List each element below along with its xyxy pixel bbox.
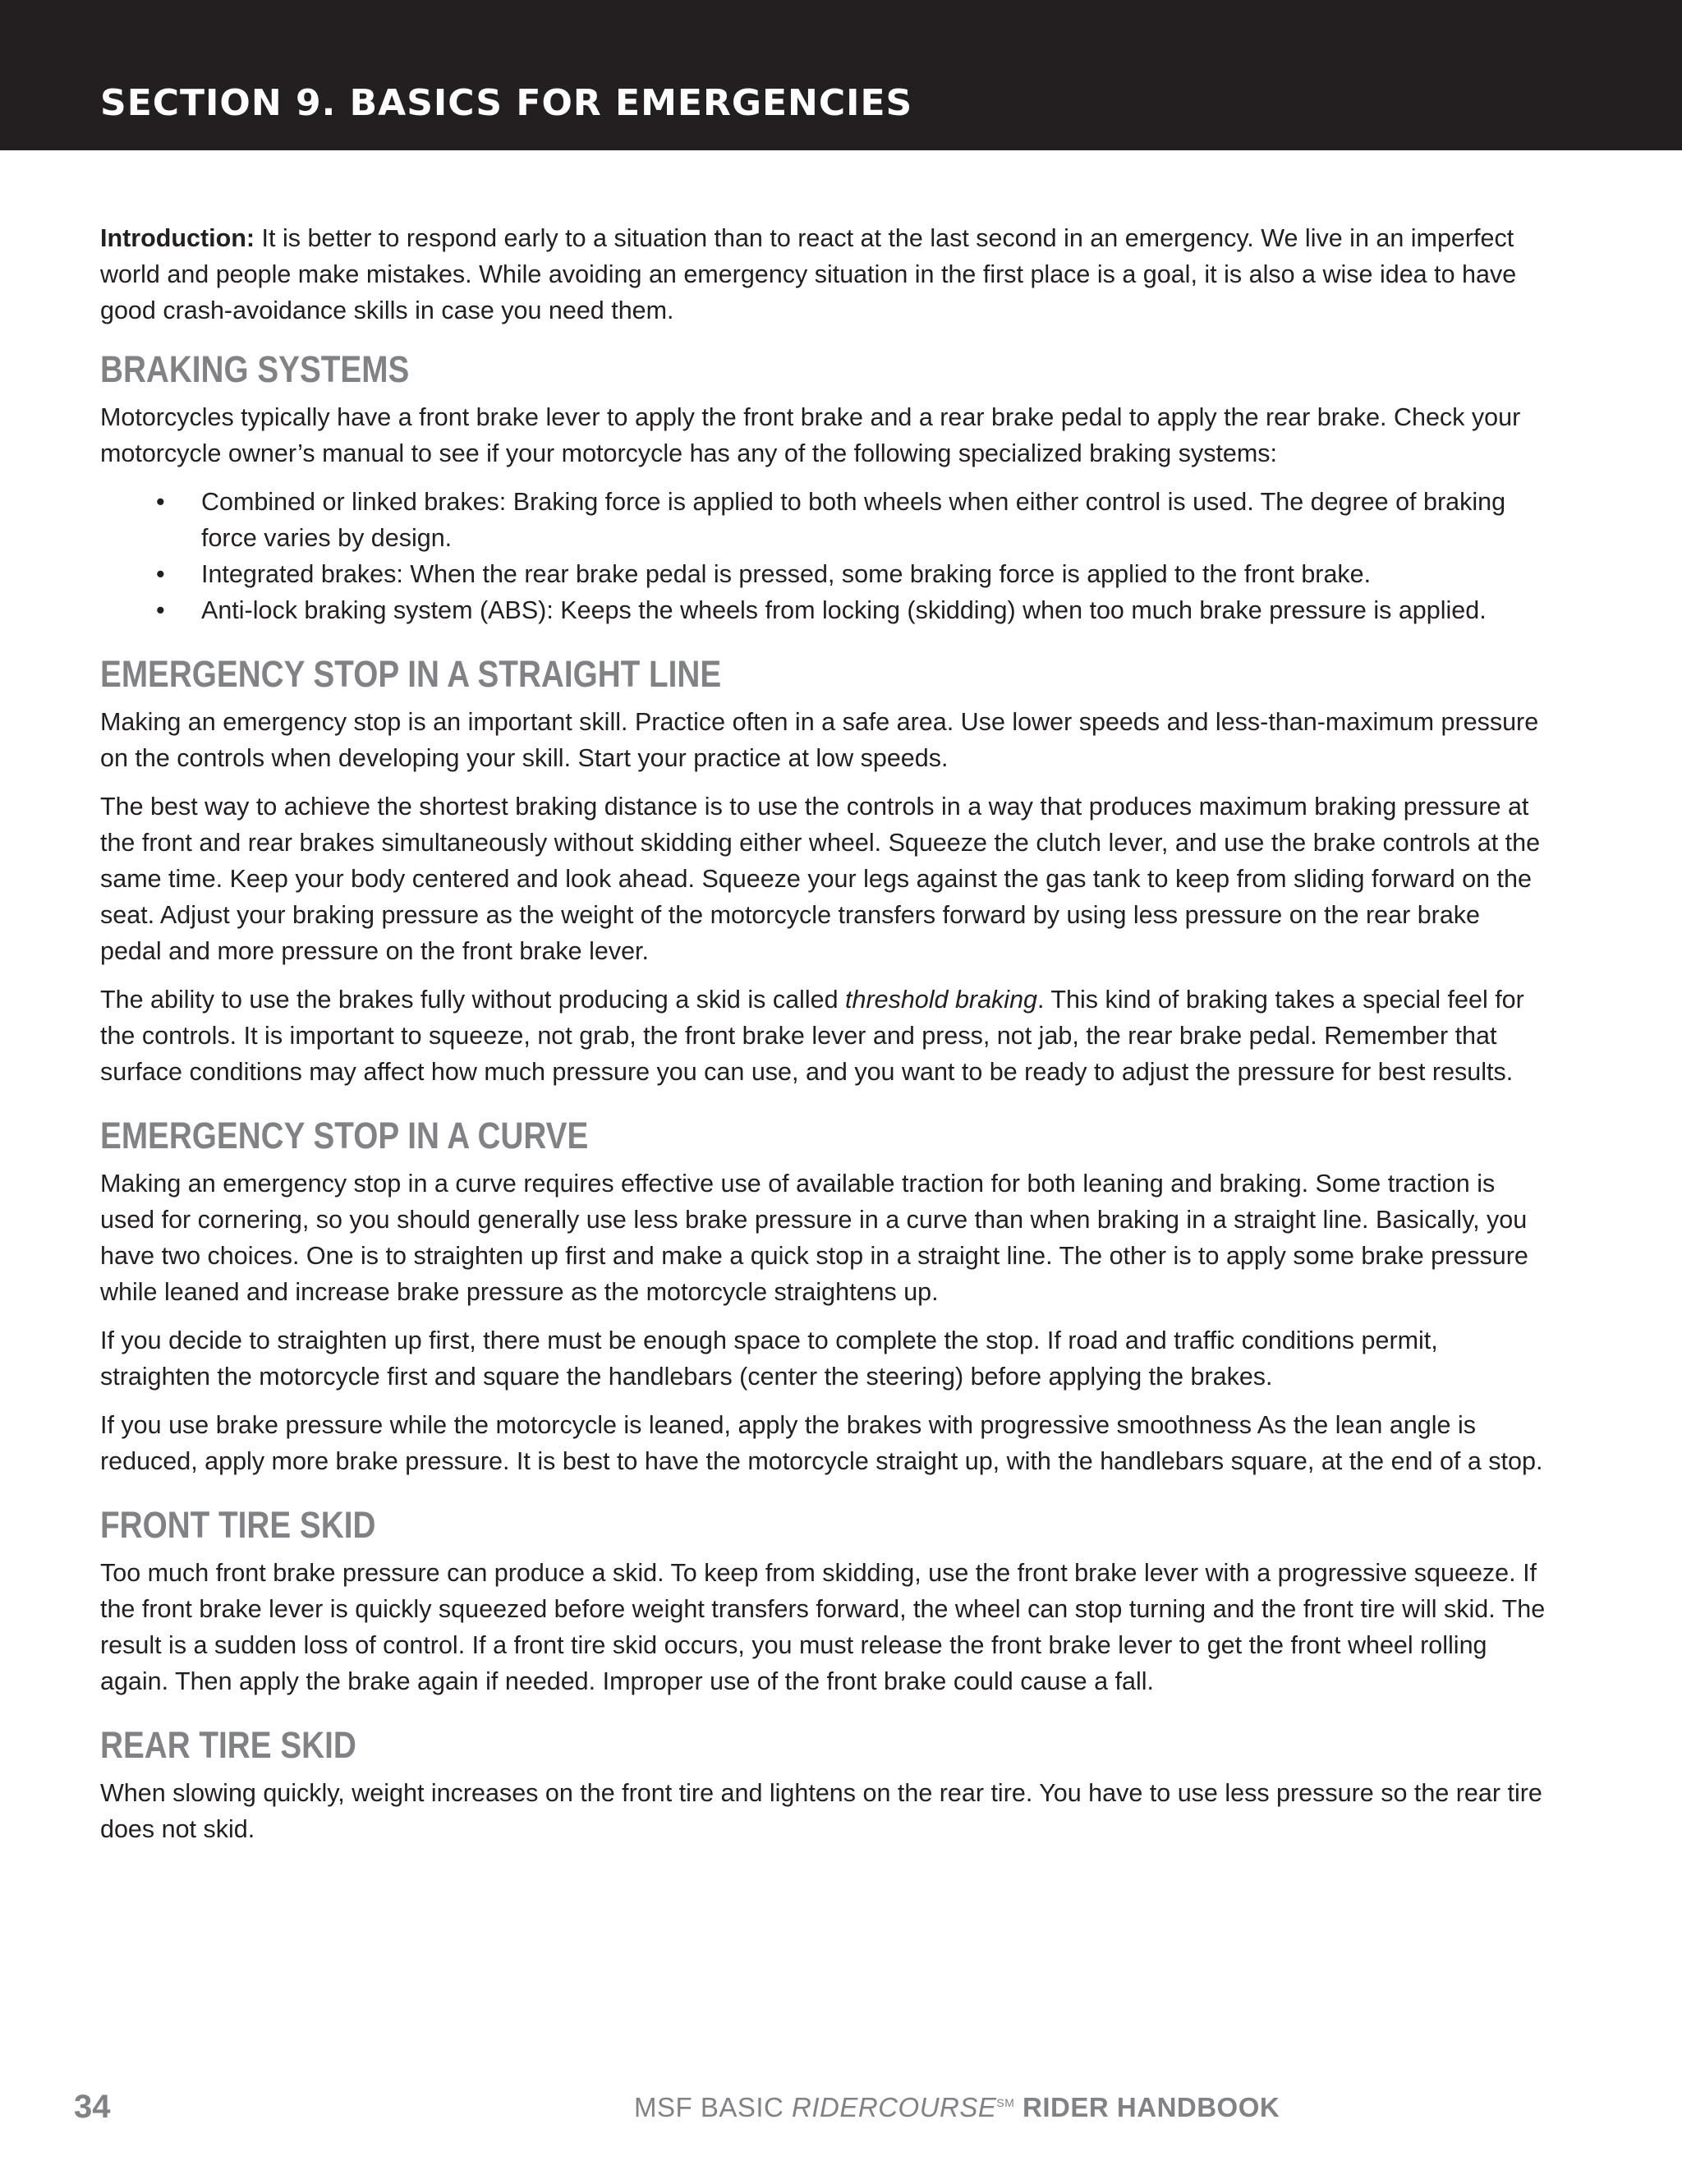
curve-paragraph-3: If you use brake pressure while the motorcycle is leaned, apply the brakes with progressive smoothness As the lean angle is reduced, apply more brake pressure. It is best to have the motorcycle straight up, with the handlebars square, at the end of a stop.: [100, 1411, 1543, 1475]
service-mark: SM: [996, 2096, 1015, 2109]
page-number: 34: [74, 2089, 111, 2125]
bullet-icon: •: [156, 596, 165, 624]
heading-curve: EMERGENCY STOP IN A CURVE: [100, 1115, 589, 1156]
section-header-bar: [0, 0, 1682, 150]
straight-line-paragraph-1: Making an emergency stop is an important skill. Practice often in a safe area. Use lower speeds and less-than-maximum pressure on the controls when developing your skill. Start your practice at low speeds.: [100, 708, 1539, 772]
threshold-braking-term: threshold braking: [845, 986, 1037, 1014]
heading-braking-systems: BRAKING SYSTEMS: [100, 348, 410, 390]
heading-rear-tire-skid: REAR TIRE SKID: [100, 1724, 356, 1766]
list-item: • Combined or linked brakes: Braking force is applied to both wheels when either control is used. The degree of braking force varies by design.: [100, 484, 1546, 556]
page-content: [100, 220, 1546, 1860]
bullet-icon: •: [156, 488, 165, 516]
section-title: SECTION 9. BASICS FOR EMERGENCIES: [100, 82, 913, 124]
curve-paragraph-2: If you decide to straighten up first, there must be enough space to complete the stop. If road and traffic conditions permit, straighten the motorcycle first and square the handlebars (center the steering) before applying the brakes.: [100, 1326, 1438, 1391]
intro-label: Introduction:: [100, 224, 255, 252]
front-tire-skid-paragraph: Too much front brake pressure can produce a skid. To keep from skidding, use the front brake lever with a progressive squeeze. If the front brake lever is quickly squeezed before weight transfers forward, the wheel can stop turning and the front tire will skid. The result is a sudden loss of control. If a front tire skid occurs, you must release the front brake lever to get the front wheel rolling again. Then apply the brake again if needed. Improper use of the front brake could cause a fall.: [100, 1559, 1546, 1695]
straight-line-paragraph-2: The best way to achieve the shortest braking distance is to use the controls in a way that produces maximum braking pressure at the front and rear brakes simultaneously without skidding either wheel. Squeeze the clutch lever, and use the brake controls at the same time. Keep your body centered and look ahead. Squeeze your legs against the gas tank to keep from sliding forward on the seat. Adjust your braking pressure as the weight of the motorcycle transfers forward by using less pressure on the rear brake pedal and more pressure on the front brake lever.: [100, 793, 1541, 965]
footer-title: MSF BASIC RIDERCOURSE℠ RIDER HANDBOOK: [634, 2092, 1280, 2122]
braking-systems-paragraph: Motorcycles typically have a front brake lever to apply the front brake and a rear brake pedal to apply the rear brake. Check your motorcycle owner’s manual to see if your motorcycle has any of the following specialized braking systems:: [100, 403, 1521, 467]
bullet-icon: •: [156, 560, 165, 588]
braking-systems-list: [100, 484, 1546, 628]
intro-paragraph: [100, 220, 1546, 329]
heading-straight-line: EMERGENCY STOP IN A STRAIGHT LINE: [100, 653, 722, 695]
intro-text: It is better to respond early to a situation than to react at the last second in an emergency. We live in an imperfect world and people make mistakes. While avoiding an emergency situation in the first place is a goal, it is also a wise idea to have good crash-avoidance skills in case you need them.: [100, 224, 1517, 324]
curve-paragraph-1: Making an emergency stop in a curve requires effective use of available traction for both leaning and braking. Some traction is used for cornering, so you should generally use less brake pressure in a curve than when braking in a straight line. Basically, you have two choices. One is to straighten up first and make a quick stop in a straight line. The other is to apply some brake pressure while leaned and increase brake pressure as the motorcycle straightens up.: [100, 1170, 1528, 1306]
straight-line-paragraph-3: The ability to use the brakes fully without producing a skid is called threshold braking. This kind of braking takes a special feel for the controls. It is important to squeeze, not grab, the front brake lever and press, not jab, the rear brake pedal. Remember that surface conditions may affect how much pressure you can use, and you want to be ready to adjust the pressure for best results.: [100, 986, 1524, 1086]
heading-front-tire-skid: FRONT TIRE SKID: [100, 1504, 376, 1546]
list-item: • Integrated brakes: When the rear brake pedal is pressed, some braking force is applied to the front brake.: [100, 556, 1546, 592]
list-item: • Anti-lock braking system (ABS): Keeps the wheels from locking (skidding) when too much brake pressure is applied.: [100, 592, 1546, 628]
rear-tire-skid-paragraph: When slowing quickly, weight increases on the front tire and lightens on the rear tire. You have to use less pressure so the rear tire does not skid.: [100, 1779, 1542, 1843]
